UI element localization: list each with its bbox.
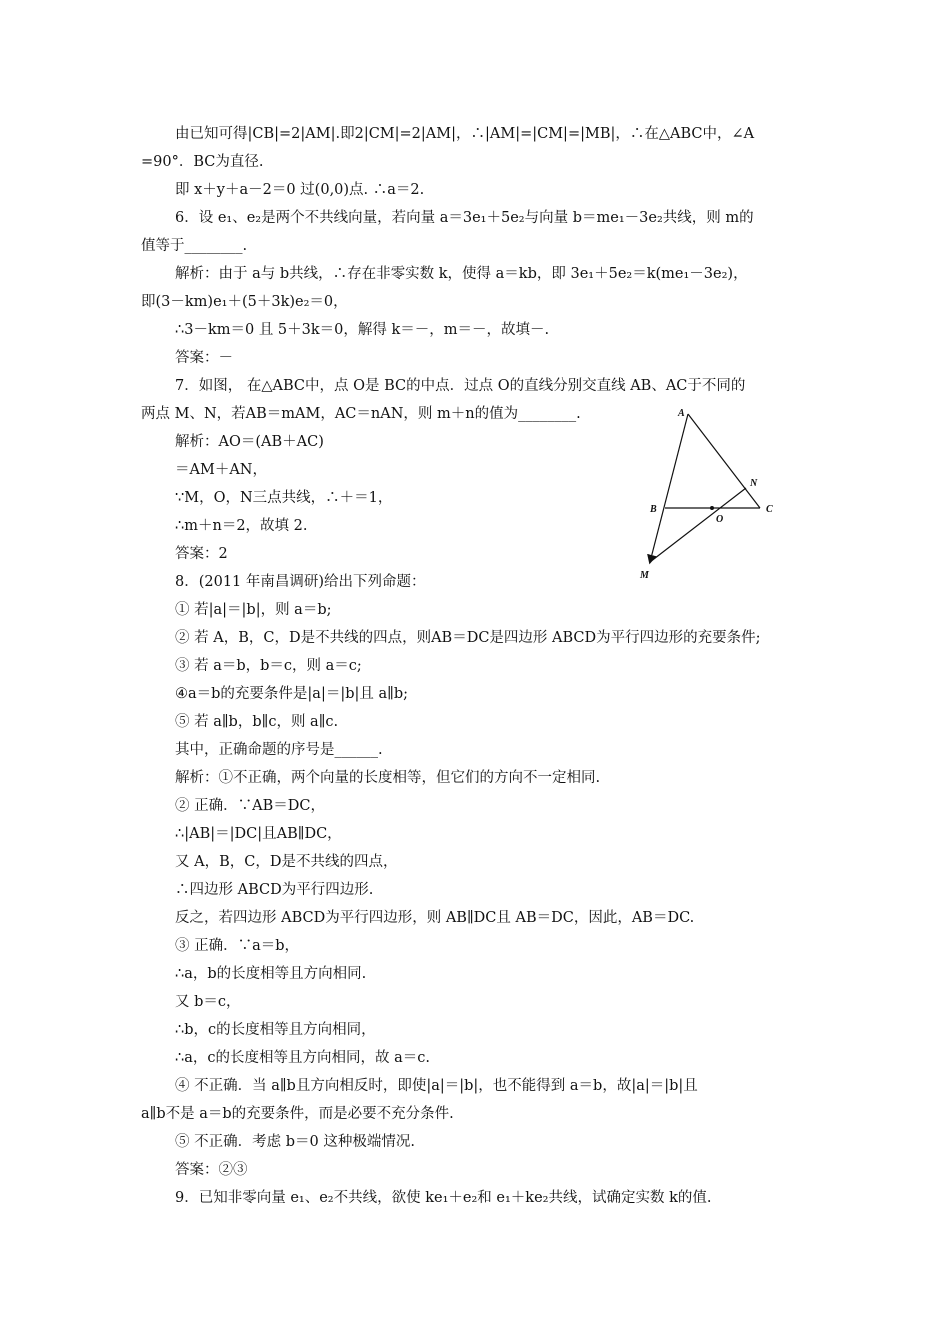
triangle-figure <box>632 402 782 582</box>
text-line: ∴a，b的长度相等且方向相同. <box>175 966 367 982</box>
text-line: ∵M，O，N三点共线，∴＋＝1， <box>175 490 393 506</box>
text-line: 又 A，B，C，D是不共线的四点， <box>175 854 398 870</box>
text-line: 即 x＋y＋a－2＝0 过(0,0)点. ∴a＝2. <box>175 182 425 198</box>
text-line: ③ 正确．∵a＝b， <box>175 938 300 954</box>
line-am <box>650 414 688 562</box>
answer-line: 答案：－ <box>175 350 233 366</box>
text-line: 9．已知非零向量 e₁、e₂不共线，欲使 ke₁＋e₂和 e₁＋ke₂共线，试确定实数 k的值. <box>175 1190 712 1206</box>
text-line: ∴四边形 ABCD为平行四边形. <box>175 882 374 898</box>
point-o <box>710 506 714 510</box>
label-b: B <box>650 504 657 515</box>
text-line: ④a＝b的充要条件是|a|＝|b|且 a∥b; <box>175 686 409 702</box>
text-line: ② 正确．∵AB＝DC， <box>175 798 325 814</box>
label-n: N <box>750 478 758 489</box>
text-line: 反之，若四边形 ABCD为平行四边形，则 AB∥DC且 AB＝DC，因此，AB＝DC. <box>175 910 695 926</box>
label-a: A <box>678 408 685 419</box>
triangle-diagram <box>632 402 782 582</box>
text-line: 解析：由于 a与 b共线，∴存在非零实数 k，使得 a＝kb，即 3e₁＋5e₂＝k(me₁－3e₂)， <box>175 266 748 282</box>
text-line: 又 b＝c， <box>175 994 241 1010</box>
text-line: ⑤ 不正确．考虑 b＝0 这种极端情况. <box>175 1134 415 1150</box>
line-nm <box>650 488 746 562</box>
text-line: 8．(2011 年南昌调研)给出下列命题： <box>175 574 426 590</box>
text-line: 其中，正确命题的序号是______. <box>175 742 383 758</box>
text-line: a∥b不是 a＝b的充要条件，而是必要不充分条件. <box>141 1106 454 1122</box>
label-o: O <box>716 514 724 525</box>
text-line: 解析：①不正确，两个向量的长度相等，但它们的方向不一定相同. <box>175 770 601 786</box>
text-line: ∴|AB|＝|DC|且AB∥DC， <box>175 826 342 842</box>
text-line: ∴b，c的长度相等且方向相同， <box>175 1022 376 1038</box>
text-line: ② 若 A，B，C，D是不共线的四点，则AB＝DC是四边形 ABCD为平行四边形的充要条件; <box>175 630 761 646</box>
text-line: ③ 若 a＝b，b＝c，则 a＝c; <box>175 658 362 674</box>
text-line: ⑤ 若 a∥b，b∥c，则 a∥c. <box>175 714 339 730</box>
label-c: C <box>766 504 773 515</box>
label-m: M <box>640 570 649 581</box>
text-line: ＝AM＋AN， <box>175 462 267 478</box>
text-line: 由已知可得|CB|=2|AM|.即2|CM|=2|AM|，∴|AM|=|CM|=|MB|，∴在△ABC中，∠A <box>175 126 755 142</box>
segment-ac <box>688 414 760 508</box>
text-line: 6．设 e₁、e₂是两个不共线向量，若向量 a＝3e₁＋5e₂与向量 b＝me₁－3e₂共线，则 m的 <box>175 210 754 226</box>
text-line: 值等于________. <box>141 238 248 254</box>
text-line: ① 若|a|＝|b|，则 a＝b; <box>175 602 332 618</box>
text-line: 两点 M、N，若AB＝mAM，AC＝nAN，则 m＋n的值为________. <box>141 406 581 422</box>
text-line: ∴a，c的长度相等且方向相同，故 a＝c. <box>175 1050 430 1066</box>
text-line: ∴3－km＝0 且 5＋3k＝0，解得 k＝－，m＝－，故填－. <box>175 322 550 338</box>
answer-line: 答案：2 <box>175 546 228 562</box>
text-line: 即(3－km)e₁＋(5＋3k)e₂＝0， <box>141 294 348 310</box>
text-line: =90°．BC为直径. <box>141 154 264 170</box>
answer-line: 答案：②③ <box>175 1162 248 1178</box>
text-line: 7．如图， 在△ABC中，点 O是 BC的中点．过点 O的直线分别交直线 AB、AC于不同的 <box>175 378 746 394</box>
text-line: ∴m＋n＝2，故填 2. <box>175 518 308 534</box>
text-line: 解析：AO＝(AB＋AC) <box>175 434 324 450</box>
text-line: ④ 不正确．当 a∥b且方向相反时，即使|a|＝|b|，也不能得到 a＝b，故|a|＝|b|且 <box>175 1078 698 1094</box>
